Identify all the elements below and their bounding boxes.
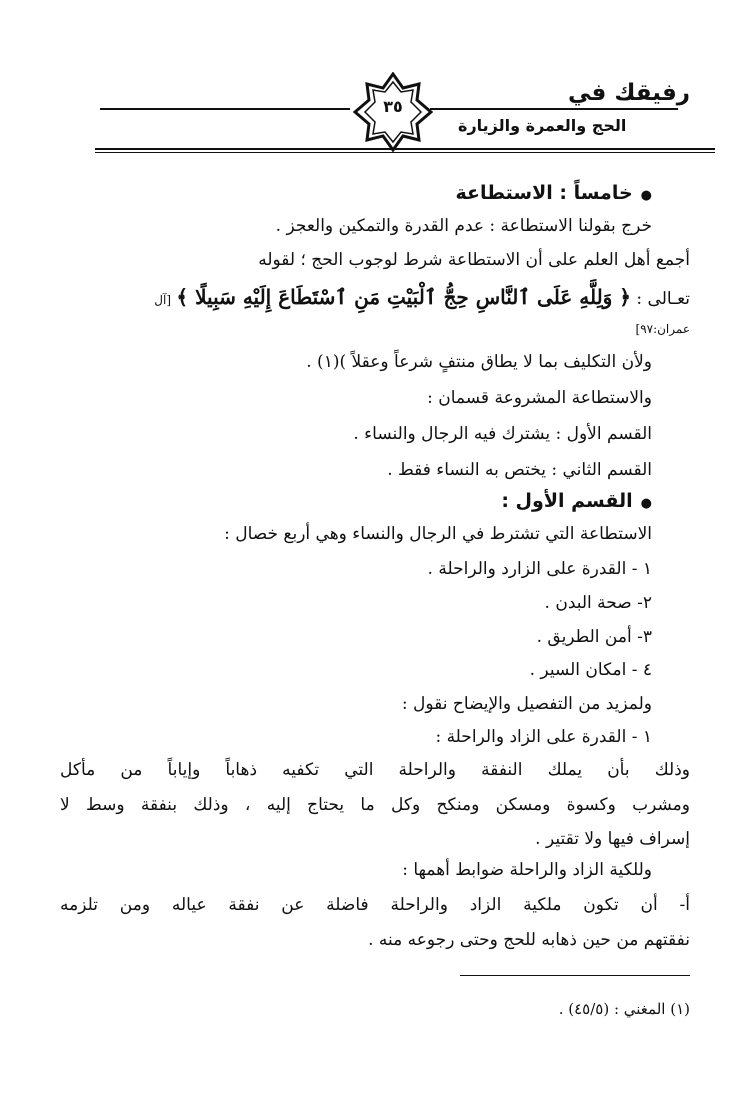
header-rule-main-thin — [95, 152, 715, 153]
body-text: تعـالى : — [636, 289, 690, 309]
header-rule-right — [430, 108, 678, 110]
body-line: ١ - القدرة على الزاد والراحلة : — [435, 727, 652, 747]
section-heading: ● خامساً : الاستطاعة — [60, 182, 652, 204]
body-line: وللكية الزاد والراحلة ضوابط أهمها : — [402, 860, 652, 880]
body-line: ومشرب وكسوة ومسكن ومنكح وكل ما يحتاج إليه ، وذلك بنفقة وسط لا — [60, 795, 690, 815]
body-line: خرج بقولنا الاستطاعة : عدم القدرة والتمكين والعجز . — [275, 216, 652, 236]
section-heading: ● القسم الأول : — [60, 490, 652, 512]
body-line: وذلك بأن يملك النفقة والراحلة التي تكفيه ذهاباً وإياباً من مأكل — [60, 760, 690, 780]
header-rule-left — [100, 108, 350, 110]
body-line: ولمزيد من التفصيل والإيضاح نقول : — [401, 694, 652, 714]
book-title-left: الحج والعمرة والزيارة — [458, 116, 627, 135]
list-item: ١ - القدرة على الزارد والراحلة . — [427, 559, 652, 579]
list-item: ٣- أمن الطريق . — [536, 627, 652, 647]
body-line: ولأن التكليف بما لا يطاق منتفٍ شرعاً وعقلاً )(١) . — [306, 352, 652, 372]
body-line: القسم الثاني : يختص به النساء فقط . — [387, 460, 652, 480]
footnote: (١) المغني : (٤٥/٥) . — [558, 1000, 690, 1018]
quran-verse: ﴿ وَلِلَّهِ عَلَى ٱلنَّاسِ حِجُّ ٱلْبَيْتِ مَنِ ٱسْتَطَاعَ إِلَيْهِ سَبِيلًا ﴾ — [176, 285, 632, 309]
book-title-right: رفيقك في — [568, 80, 690, 106]
body-line: إسراف فيها ولا تقتير . — [535, 829, 690, 849]
header-rule-main — [95, 148, 715, 150]
body-line: والاستطاعة المشروعة قسمان : — [427, 388, 652, 408]
footnote-separator — [460, 975, 690, 976]
body-line: نفقتهم من حين ذهابه للحج وحتى رجوعه منه . — [368, 930, 690, 950]
body-line-quran — [40, 285, 690, 309]
page-number: ٣٥ — [383, 97, 403, 116]
body-line: أجمع أهل العلم على أن الاستطاعة شرط لوجوب الحج ؛ لقوله — [258, 250, 690, 270]
list-item: ٤ - امكان السير . — [529, 660, 652, 680]
body-line: القسم الأول : يشترك فيه الرجال والنساء . — [353, 424, 652, 444]
body-line: أ- أن تكون ملكية الزاد والراحلة فاضلة عن نفقة عياله ومن تلزمه — [60, 895, 690, 915]
list-item: ٢- صحة البدن . — [544, 593, 652, 613]
body-line: الاستطاعة التي تشترط في الرجال والنساء وهي أربع خصال : — [224, 524, 652, 544]
verse-reference: [آل — [154, 293, 172, 307]
verse-reference: عمران:٩٧] — [635, 322, 690, 336]
